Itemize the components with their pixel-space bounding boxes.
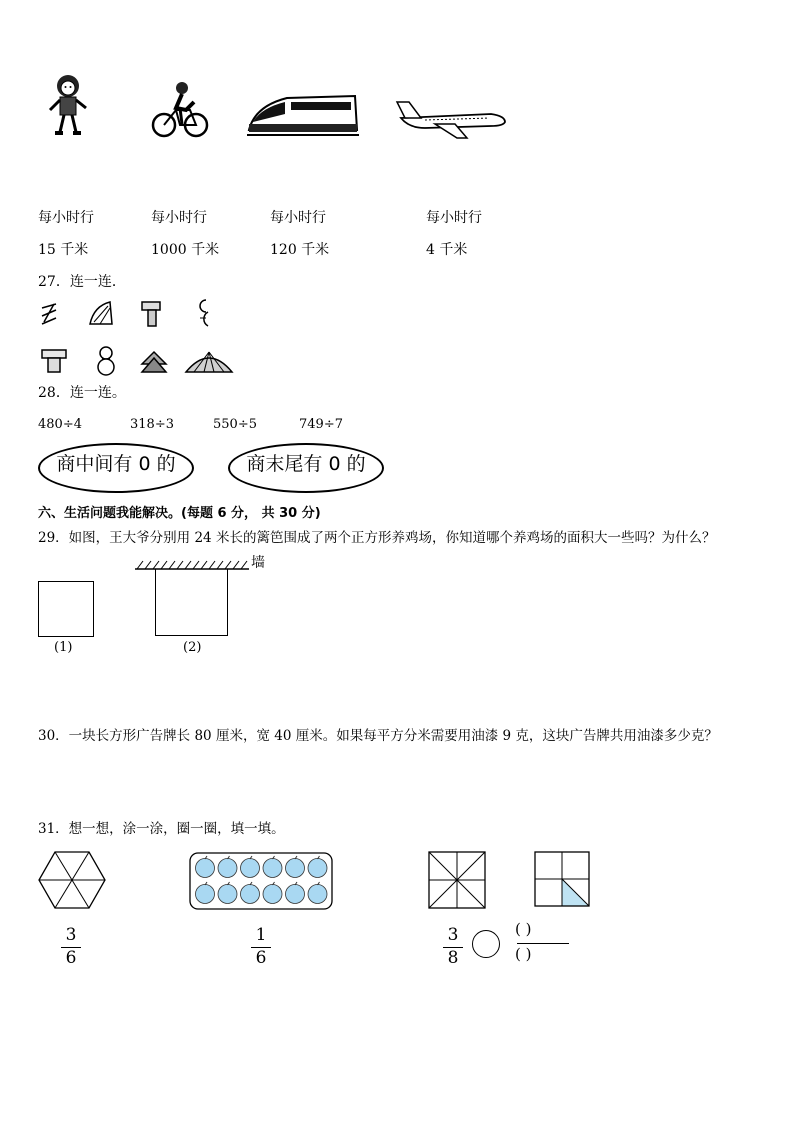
q28-expr-3: 550÷5 [213, 417, 257, 432]
apple-icon[interactable] [218, 859, 237, 878]
fraction-3-8 [443, 927, 463, 967]
fraction-3-6-num: 3 [65, 925, 77, 945]
q28-expr-1: 480÷4 [38, 417, 82, 432]
tree-icon [140, 350, 168, 374]
speed-label-2: 每小时行 [151, 210, 207, 226]
oval-zero-middle-label: 商中间有 0 的 [56, 452, 176, 475]
apple-icon[interactable] [196, 859, 215, 878]
speed-value-4: 4 千米 [426, 242, 468, 258]
apple-icon[interactable] [241, 859, 260, 878]
blank-fraction-top: ( ) [515, 920, 532, 938]
snowman-icon [96, 346, 116, 376]
oval-zero-middle[interactable] [38, 443, 194, 493]
train-icon [247, 92, 359, 136]
speed-label-4: 每小时行 [426, 210, 482, 226]
wall-label: 墙 [251, 555, 265, 571]
apple-icon[interactable] [308, 885, 327, 904]
partial-lines-icon [40, 302, 60, 326]
blank-fraction-bar [517, 943, 569, 944]
blank-fraction[interactable] [515, 922, 575, 964]
oval-zero-end-label: 商末尾有 0 的 [246, 452, 366, 475]
speed-label-3: 每小时行 [270, 210, 326, 226]
partial-umbrella-icon [88, 300, 114, 326]
q29-text: 29．如图，王大爷分别用 24 米长的篱笆围成了两个正方形养鸡场，你知道哪个养鸡场的面积大一些吗？为什么？ [38, 530, 716, 546]
apple-icon[interactable] [218, 885, 237, 904]
speed-value-2: 1000 千米 [151, 242, 220, 258]
q28-expr-2: 318÷3 [130, 417, 174, 432]
apple-icon[interactable] [286, 859, 305, 878]
apple-icon[interactable] [241, 885, 260, 904]
partial-lamp-icon [140, 300, 162, 328]
speed-label-1: 每小时行 [38, 210, 94, 226]
square-1 [38, 581, 94, 637]
square-1-label: (1) [54, 640, 73, 655]
apple-icon[interactable] [286, 885, 305, 904]
apple-icon[interactable] [308, 859, 327, 878]
q27-title: 27．连一连． [38, 274, 126, 290]
compare-circle[interactable] [472, 930, 500, 958]
speed-value-3: 120 千米 [270, 242, 330, 258]
apple-icon[interactable] [263, 885, 282, 904]
cyclist-icon [150, 80, 210, 140]
speed-value-1: 15 千米 [38, 242, 89, 258]
apple-icon[interactable] [263, 859, 282, 878]
umbrella-icon [184, 350, 234, 374]
q28-title: 28．连一连。 [38, 385, 126, 401]
partial-snowman-icon [196, 298, 212, 328]
grid-square-icon [534, 851, 590, 907]
apple-tray-icon [189, 852, 333, 910]
section6-heading: 六、生活问题我能解决。(每题 6 分， 共 30 分) [38, 506, 321, 521]
square-2 [155, 569, 228, 636]
hexagon-icon [38, 850, 106, 910]
q28-expr-4: 749÷7 [299, 417, 343, 432]
lamp-icon [40, 348, 68, 374]
square-2-label: (2) [183, 640, 202, 655]
fraction-1-6-den: 6 [255, 948, 267, 968]
girl-walking-icon [46, 72, 90, 138]
diagonal-square-icon [428, 851, 486, 909]
oval-zero-end[interactable] [228, 443, 384, 493]
fraction-1-6 [251, 927, 271, 967]
apple-icon[interactable] [196, 885, 215, 904]
q31-text: 31．想一想，涂一涂，圈一圈，填一填。 [38, 821, 285, 837]
airplane-icon [395, 100, 507, 140]
fraction-3-6-den: 6 [65, 948, 77, 968]
q30-text: 30．一块长方形广告牌长 80 厘米，宽 40 厘米。如果每平方分米需要用油漆 9 克，这块广告牌共用油漆多少克？ [38, 728, 718, 744]
blank-fraction-bottom: ( ) [515, 945, 532, 963]
fraction-3-8-den: 8 [447, 948, 459, 968]
fraction-1-6-num: 1 [255, 925, 267, 945]
fraction-3-8-num: 3 [447, 925, 459, 945]
fraction-3-6 [61, 927, 81, 967]
